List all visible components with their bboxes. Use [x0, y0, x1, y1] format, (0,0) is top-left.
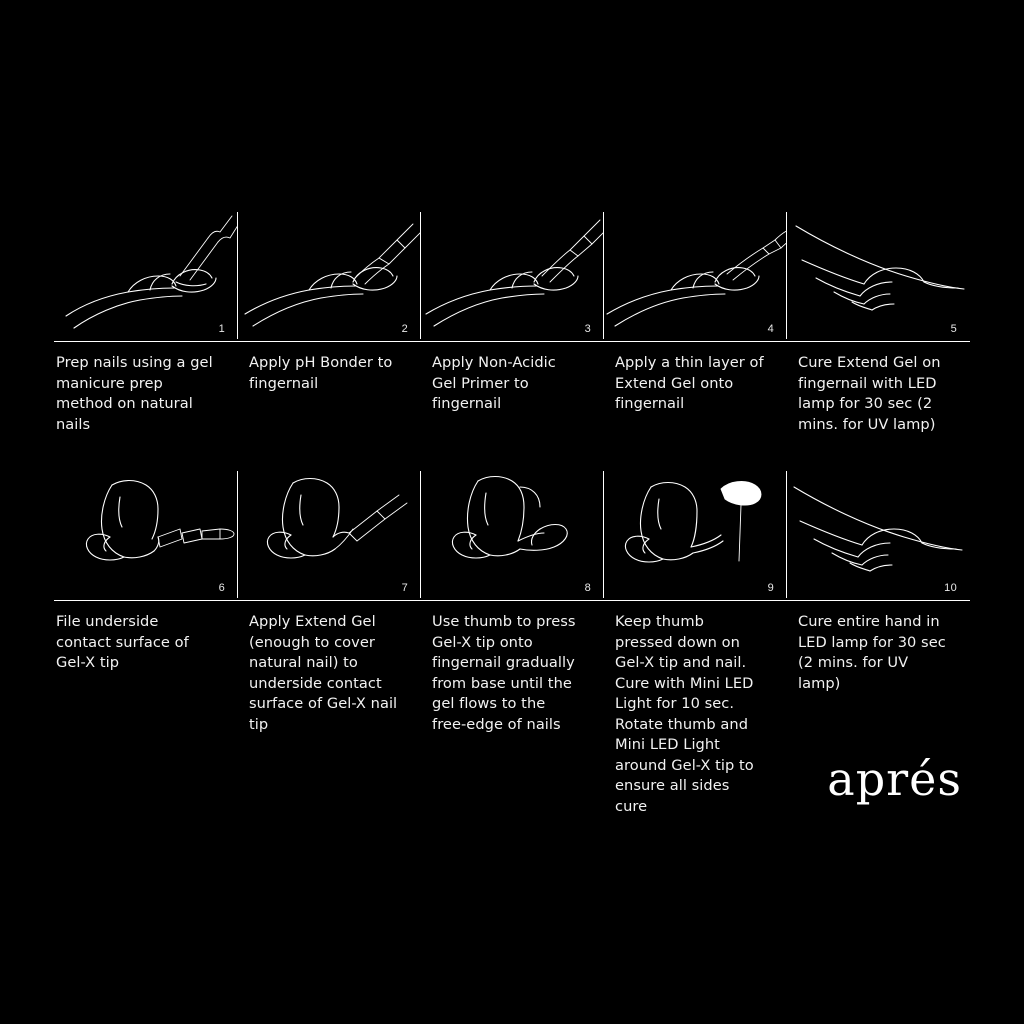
brand-logo: aprés [827, 752, 962, 806]
hand-with-file-icon [54, 204, 237, 339]
captions-row-1 [54, 353, 970, 435]
hand-in-led-lamp-icon [786, 463, 969, 598]
hand-with-brush-icon [237, 204, 420, 339]
step-caption-3: Apply Non-Acidic Gel Primer to fingernail [432, 354, 556, 412]
step-caption-7: Apply Extend Gel (enough to cover natural nail) to underside contact surface of Gel-X nail tip [249, 613, 398, 733]
figure-step-4 [603, 204, 786, 339]
step-number: 2 [401, 323, 408, 335]
step-caption-4: Apply a thin layer of Extend Gel onto fingernail [615, 354, 764, 412]
figures-row-1 [54, 204, 970, 339]
hand-in-led-lamp-icon [786, 204, 969, 339]
step-number: 3 [584, 323, 591, 335]
figure-step-3 [420, 204, 603, 339]
step-number: 4 [767, 323, 774, 335]
hand-with-gel-brush-icon [603, 204, 786, 339]
figure-step-2 [237, 204, 420, 339]
step-number: 9 [767, 582, 774, 594]
figure-step-6 [54, 463, 237, 598]
step-caption-2: Apply pH Bonder to fingernail [249, 354, 393, 392]
mini-led-cure-icon [603, 463, 786, 598]
filing-gelx-tip-icon [54, 463, 237, 598]
step-caption-9: Keep thumb pressed down on Gel-X tip and nail. Cure with Mini LED Light for 10 sec. Rotate thumb and Mini LED Light around Gel-X tip to ensure all sides cure [615, 613, 754, 815]
figure-step-8 [420, 463, 603, 598]
step-number: 1 [218, 323, 225, 335]
gel-on-tip-underside-icon [237, 463, 420, 598]
step-caption-6: File underside contact surface of Gel-X tip [56, 613, 189, 671]
step-number: 7 [401, 582, 408, 594]
step-caption-1: Prep nails using a gel manicure prep method on natural nails [56, 354, 213, 433]
step-caption-5: Cure Extend Gel on fingernail with LED lamp for 30 sec (2 mins. for UV lamp) [798, 354, 941, 433]
step-caption-8: Use thumb to press Gel-X tip onto fingernail gradually from base until the gel flows to the free-edge of nails [432, 613, 576, 733]
figure-step-5 [786, 204, 969, 339]
row-rule [54, 341, 970, 342]
figure-step-7 [237, 463, 420, 598]
steps-row-1 [54, 204, 970, 435]
hand-with-primer-brush-icon [420, 204, 603, 339]
steps-container [54, 204, 970, 817]
step-number: 5 [950, 323, 957, 335]
step-number: 6 [218, 582, 225, 594]
figures-row-2 [54, 463, 970, 598]
step-caption-10: Cure entire hand in LED lamp for 30 sec (2 mins. for UV lamp) [798, 613, 946, 692]
figure-step-9 [603, 463, 786, 598]
row-rule [54, 600, 970, 601]
step-number: 10 [944, 582, 957, 594]
figure-step-1 [54, 204, 237, 339]
step-number: 8 [584, 582, 591, 594]
figure-step-10 [786, 463, 969, 598]
thumb-press-tip-icon [420, 463, 603, 598]
